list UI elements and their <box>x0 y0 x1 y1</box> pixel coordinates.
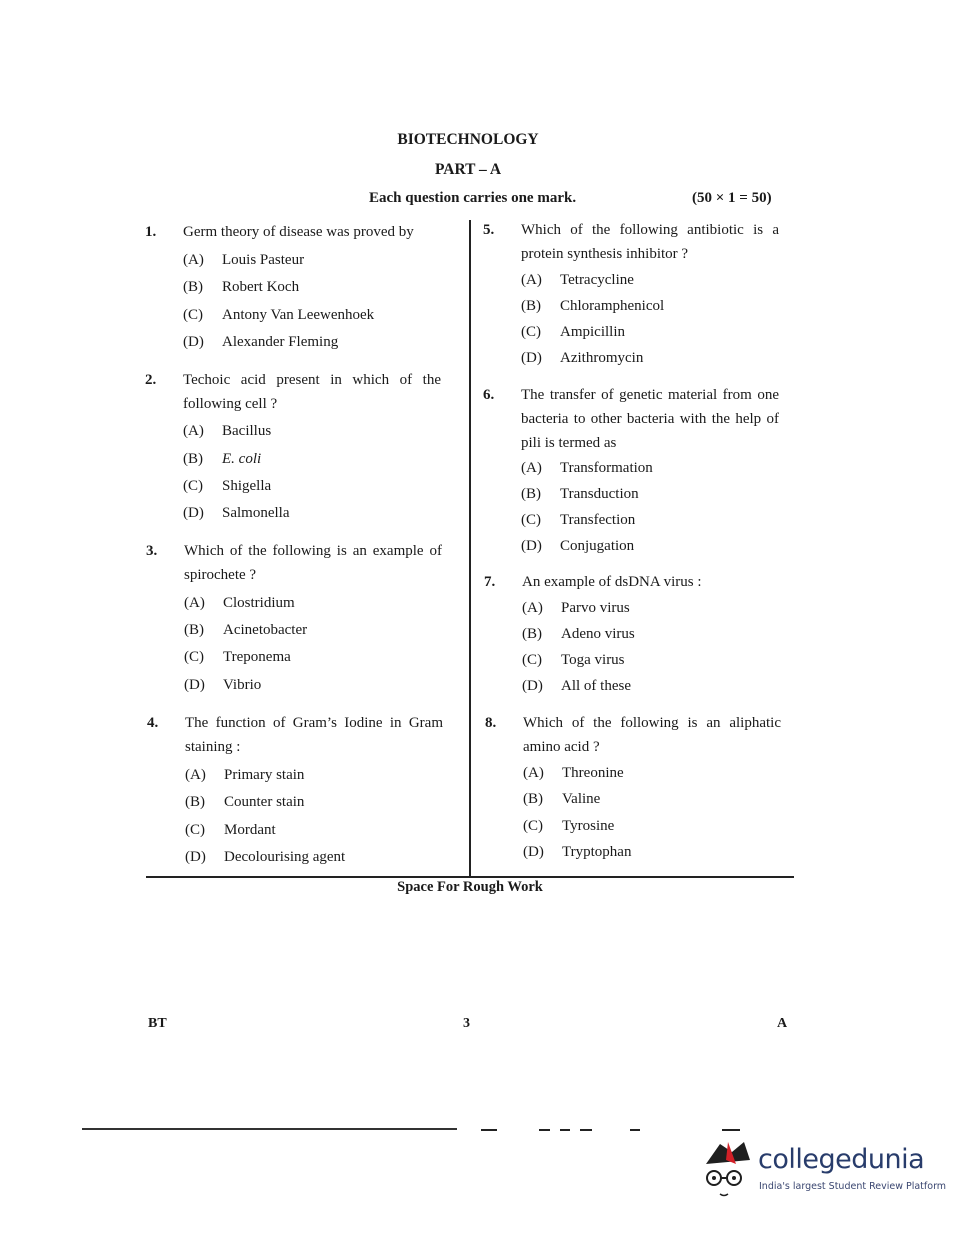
option-text: Alexander Fleming <box>222 334 339 350</box>
option-d <box>183 330 338 354</box>
option-text: Acinetobacter <box>223 622 308 638</box>
question-7 <box>484 570 784 710</box>
marks-note: Each question carries one mark. <box>369 190 577 206</box>
option-text: Ampicillin <box>560 324 625 340</box>
option-text: E. coli <box>222 451 262 467</box>
option-text: Threonine <box>562 765 624 781</box>
option-label: (B) <box>183 451 203 467</box>
option-b <box>183 275 299 299</box>
option-label: (B) <box>523 791 543 807</box>
scan-dash <box>481 1129 497 1131</box>
option-b <box>185 790 304 814</box>
option-label: (A) <box>522 600 543 616</box>
option-text: Transduction <box>560 486 639 502</box>
option-label: (A) <box>183 252 204 268</box>
option-text: Tryptophan <box>562 844 632 860</box>
footer-series: A <box>777 1016 788 1031</box>
option-d <box>183 501 290 525</box>
option-label: (D) <box>523 844 544 860</box>
option-text: Salmonella <box>222 505 290 521</box>
option-label: (C) <box>185 822 205 838</box>
option-label: (A) <box>521 272 542 288</box>
logo-tagline: India's largest Student Review Platform <box>759 1181 947 1192</box>
question-1 <box>145 220 445 360</box>
exam-part-title: PART – A <box>434 161 502 178</box>
option-text: Vibrio <box>223 677 262 693</box>
option-a <box>521 268 634 292</box>
option-b <box>183 447 261 471</box>
option-label: (C) <box>184 649 204 665</box>
option-c <box>185 818 276 842</box>
option-d <box>184 673 261 697</box>
option-b <box>521 482 639 506</box>
option-b <box>184 618 307 642</box>
option-label: (D) <box>521 350 542 366</box>
option-a <box>522 596 630 620</box>
option-c <box>521 320 625 344</box>
option-label: (B) <box>521 298 541 314</box>
option-text: Conjugation <box>560 538 635 554</box>
option-a <box>185 763 304 787</box>
option-label: (D) <box>184 677 205 693</box>
option-text: Counter stain <box>224 794 305 810</box>
option-text: Chloramphenicol <box>560 298 665 314</box>
option-text: Parvo virus <box>561 600 630 616</box>
option-c <box>521 508 635 532</box>
option-text: Bacillus <box>222 423 272 439</box>
option-text: Tetracycline <box>560 272 634 288</box>
question-number: 1. <box>145 224 157 240</box>
option-label: (C) <box>521 324 541 340</box>
option-label: (D) <box>183 505 204 521</box>
question-number: 8. <box>485 715 497 731</box>
question-8 <box>485 711 785 871</box>
option-d <box>522 674 631 698</box>
option-b <box>522 622 635 646</box>
question-text: Techoic acid present in which of the following cell ? <box>183 372 441 412</box>
mascot-icon <box>698 1138 758 1200</box>
option-text: Primary stain <box>224 767 305 783</box>
option-text: Toga virus <box>561 652 625 668</box>
scan-dash <box>630 1129 640 1131</box>
option-d <box>523 840 631 864</box>
option-text: All of these <box>561 678 631 694</box>
rough-work-rule <box>146 876 794 878</box>
option-label: (A) <box>523 765 544 781</box>
option-text: Transfection <box>560 512 636 528</box>
question-number: 2. <box>145 372 157 388</box>
option-text: Louis Pasteur <box>222 252 305 268</box>
option-a <box>183 248 304 272</box>
option-text: Transformation <box>560 460 653 476</box>
option-c <box>523 814 614 838</box>
collegedunia-logo <box>698 1138 947 1208</box>
option-label: (A) <box>185 767 206 783</box>
scan-dash <box>560 1129 570 1131</box>
option-text: Decolourising agent <box>224 849 346 865</box>
option-label: (B) <box>185 794 205 810</box>
option-label: (D) <box>521 538 542 554</box>
option-label: (D) <box>522 678 543 694</box>
option-text: Mordant <box>224 822 276 838</box>
question-number: 6. <box>483 387 495 403</box>
option-label: (C) <box>521 512 541 528</box>
question-4 <box>147 711 447 871</box>
scan-edge-line <box>82 1128 457 1130</box>
exam-subject-title: BIOTECHNOLOGY <box>397 131 539 148</box>
column-divider <box>469 220 471 876</box>
option-label: (A) <box>184 595 205 611</box>
question-text: Which of the following antibiotic is a protein synthesis inhibitor ? <box>521 222 779 262</box>
question-6 <box>483 383 783 563</box>
question-2 <box>145 368 445 528</box>
question-number: 7. <box>484 574 496 590</box>
scan-dash <box>580 1129 592 1131</box>
footer-code: BT <box>148 1016 167 1031</box>
option-text: Adeno virus <box>561 626 635 642</box>
option-a <box>183 419 271 443</box>
option-a <box>184 591 295 615</box>
question-text: Which of the following is an aliphatic amino acid ? <box>523 715 781 755</box>
page-number: 3 <box>463 1016 470 1031</box>
option-label: (C) <box>183 307 203 323</box>
option-label: (C) <box>523 818 543 834</box>
option-label: (C) <box>522 652 542 668</box>
option-text: Clostridium <box>223 595 295 611</box>
question-text: The function of Gram’s Iodine in Gram staining : <box>185 715 443 755</box>
option-text: Azithromycin <box>560 350 644 366</box>
question-5 <box>483 218 783 378</box>
option-label: (D) <box>183 334 204 350</box>
option-text: Shigella <box>222 478 272 494</box>
option-label: (B) <box>521 486 541 502</box>
question-number: 3. <box>146 543 158 559</box>
option-label: (B) <box>184 622 204 638</box>
option-text: Tyrosine <box>562 818 615 834</box>
question-3 <box>146 539 446 699</box>
option-label: (A) <box>183 423 204 439</box>
rough-work-label: Space For Rough Work <box>397 879 543 895</box>
question-text: Germ theory of disease was proved by <box>183 224 414 240</box>
logo-wordmark: collegedunia <box>758 1144 925 1175</box>
option-c <box>184 645 291 669</box>
option-text: Valine <box>562 791 601 807</box>
option-label: (B) <box>522 626 542 642</box>
option-label: (D) <box>185 849 206 865</box>
question-text: Which of the following is an example of spirochete ? <box>184 543 442 583</box>
option-d <box>521 346 643 370</box>
scan-dash <box>722 1129 740 1131</box>
option-c <box>183 474 271 498</box>
option-c <box>522 648 625 672</box>
option-text: Antony Van Leewenhoek <box>222 307 375 323</box>
option-label: (B) <box>183 279 203 295</box>
option-text: Robert Koch <box>222 279 300 295</box>
option-text: Treponema <box>223 649 291 665</box>
question-text: An example of dsDNA virus : <box>522 574 702 590</box>
option-a <box>521 456 653 480</box>
scan-dash <box>539 1129 550 1131</box>
option-label: (C) <box>183 478 203 494</box>
question-number: 5. <box>483 222 495 238</box>
option-d <box>521 534 634 558</box>
question-text: The transfer of genetic material from one bacteria to other bacteria with the help of pili is termed as <box>521 387 779 451</box>
option-b <box>523 787 600 811</box>
option-b <box>521 294 664 318</box>
option-a <box>523 761 624 785</box>
option-c <box>183 303 374 327</box>
option-d <box>185 845 345 869</box>
question-number: 4. <box>147 715 159 731</box>
marks-total: (50 × 1 = 50) <box>692 190 772 206</box>
option-label: (A) <box>521 460 542 476</box>
